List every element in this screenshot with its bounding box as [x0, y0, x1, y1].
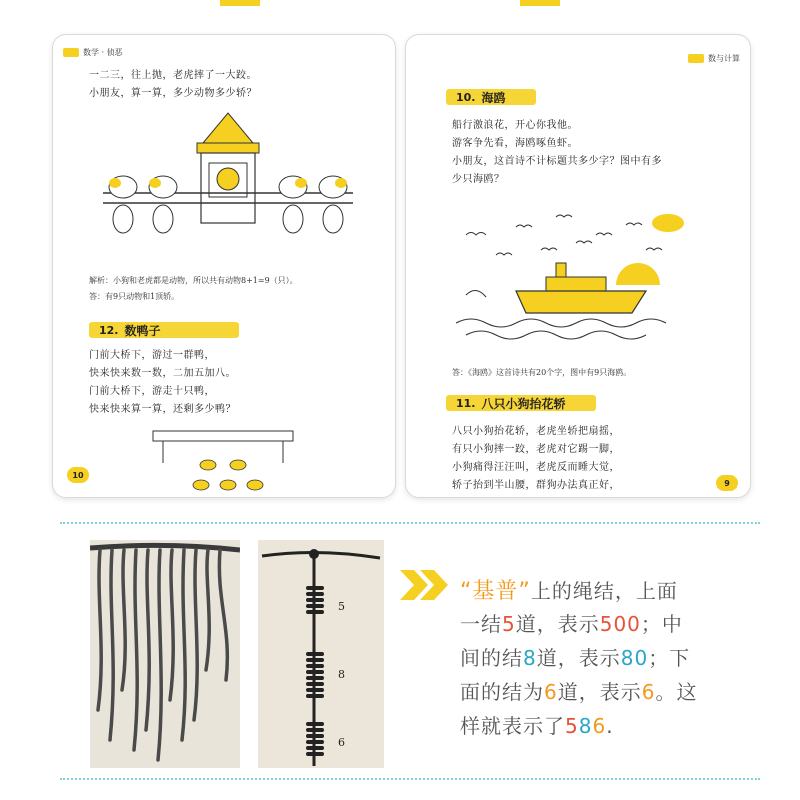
- section-number: 10.: [456, 90, 476, 104]
- answer-result: 答：有9只动物和1顶轿。: [89, 292, 180, 301]
- quipu-term: 基普: [472, 579, 519, 604]
- poem-line: 小狗痛得汪汪叫，老虎反而睡大觉，: [452, 462, 620, 473]
- page-number-right: 9: [716, 475, 738, 491]
- knot-label-6: 6: [338, 736, 345, 749]
- section-heading-12: [89, 320, 161, 340]
- poem-11: [452, 423, 620, 495]
- poem-line: 船行激浪花，开心你我他。: [452, 120, 578, 131]
- bookmark-icon: [63, 48, 79, 57]
- caption-line-1: “基普”上的绳结，上面: [460, 579, 678, 604]
- knot-label-8: 8: [338, 668, 345, 681]
- quipu-strands: [90, 540, 240, 768]
- poem-line: 八只小狗抬花轿，老虎坐轿把扇摇，: [452, 426, 620, 437]
- poem-line: 门前大桥下，游走十只鸭，: [89, 386, 215, 397]
- divider-bottom: [60, 778, 760, 780]
- chevrons-icon: [400, 570, 456, 600]
- bridge-ducks-illustration: [113, 423, 333, 498]
- page-number-left: 10: [67, 467, 89, 483]
- section-title: 数鸭子: [124, 323, 161, 338]
- sedan-chair-illustration: [93, 107, 363, 257]
- knot-label-5: 5: [338, 600, 345, 613]
- poem-line: 快来快来数一数，二加五加八。: [89, 368, 236, 379]
- divider-top: [60, 522, 760, 524]
- quipu-photo: [90, 540, 240, 768]
- poem-line: 门前大桥下，游过一群鸭，: [89, 350, 215, 361]
- section-number: 12.: [99, 323, 119, 337]
- answer-solution: 解析：小狗和老虎都是动物，所以共有动物8+1=9（只）。: [89, 276, 298, 285]
- caption-line-2: 一结5道，表示500；中: [460, 612, 683, 636]
- answer-10: 答：《海鸥》这首诗共有20个字，图中有9只海鸥。: [452, 368, 632, 377]
- top-accent-right: [520, 0, 560, 6]
- knot-cord-drawing: [258, 540, 384, 768]
- poem-line: 游客争先看，海鸥啄鱼虾。: [452, 138, 578, 149]
- poem-line: 快来快来算一算，还剩多少鸭？: [89, 404, 236, 415]
- top-accent-left: [220, 0, 260, 6]
- book-page-left: [52, 34, 396, 498]
- section-title: 海鸥: [481, 90, 506, 105]
- running-head-left: 数学 · 侦恶: [63, 47, 123, 58]
- caption-line-5: 样就表示了586.: [460, 714, 614, 738]
- poem-12: [89, 347, 236, 419]
- poem-line: 轿子抬到半山腰，群狗办法真正好，: [452, 480, 620, 491]
- poem-line: 小朋友，算一算，多少动物多少轿？: [89, 88, 257, 99]
- poem-line: 少只海鸥？: [452, 174, 505, 185]
- poem-line: 有只小狗摔一跤，老虎对它踢一脚，: [452, 444, 620, 455]
- running-head-right: 数与计算: [688, 53, 740, 64]
- section-heading-10: [446, 87, 506, 107]
- book-page-right: [405, 34, 751, 498]
- section-number: 11.: [456, 396, 476, 410]
- caption-line-3: 间的结8道，表示80；下: [460, 646, 691, 670]
- poem-line: 小朋友，这首诗不计标题共多少字？图中有多: [452, 156, 662, 167]
- section-heading-11: [446, 393, 566, 413]
- knot-diagram: [258, 540, 384, 768]
- section-title: 八只小狗抬花轿: [481, 396, 566, 411]
- caption-line-4: 面的结为6道，表示6。这: [460, 680, 698, 704]
- poem-10: [452, 117, 662, 189]
- poem-intro: [89, 67, 257, 103]
- poem-line: 一二三，往上抛，老虎摔了一大跤。: [89, 70, 257, 81]
- bookmark-icon: [688, 54, 704, 63]
- ship-seagulls-illustration: [446, 205, 716, 345]
